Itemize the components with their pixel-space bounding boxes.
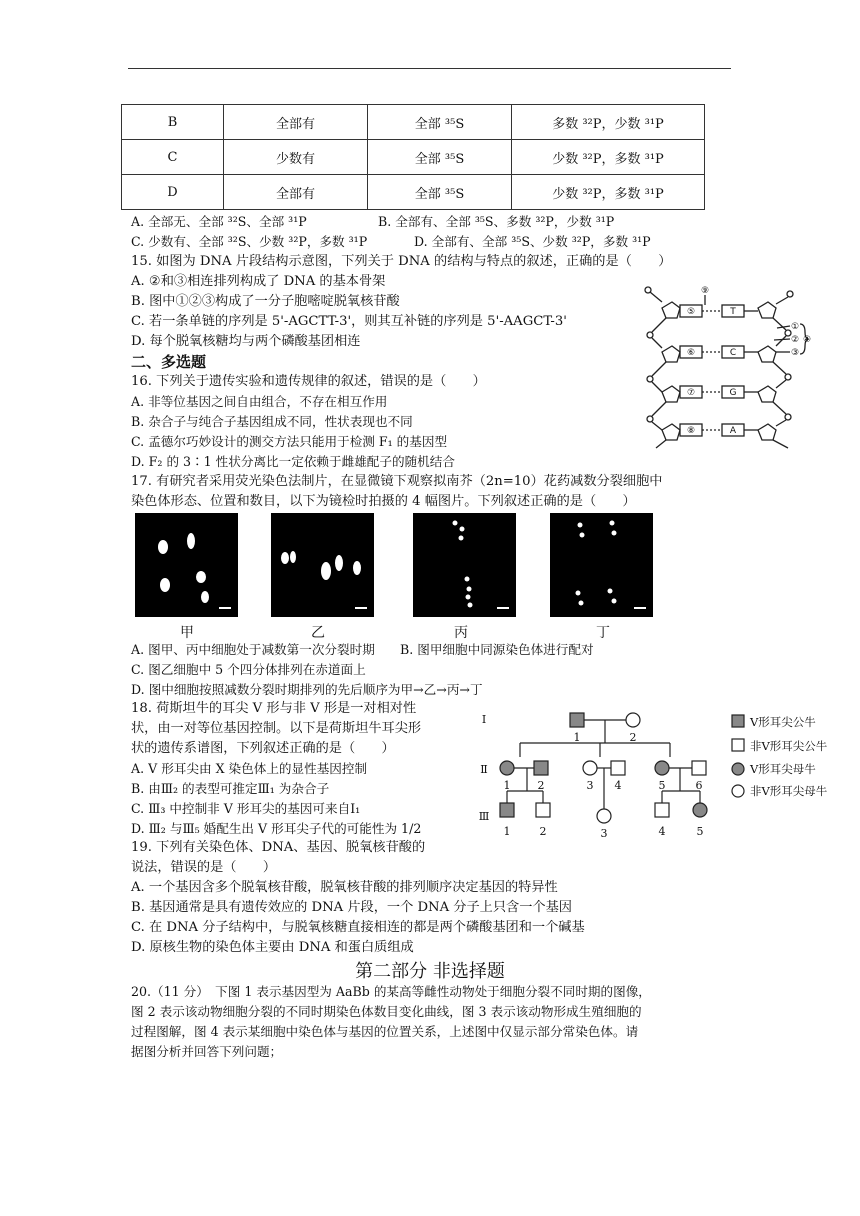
pedigree-num: 2 [629, 731, 637, 744]
legend-label: 非V形耳尖母牛 [750, 784, 828, 798]
q15-option-c: C. 若一条单链的序列是 5'-AGCTT-3'，则其互补链的序列是 5'-AAGCT-3' [131, 314, 567, 329]
q20-line1: 20.（11 分） 下图 1 表示基因型为 AaBb 的某高等雌性动物处于细胞分裂不同时期的图像， [131, 984, 651, 999]
dna-label: ③ [790, 348, 800, 358]
pedigree-chart [470, 705, 855, 840]
table-cell: 多数 ³²P，少数 ³¹P [512, 105, 705, 140]
dna-label: ⑥ [686, 348, 696, 358]
pedigree-num: 1 [503, 779, 511, 792]
header-rule [128, 68, 731, 69]
q19-stem-line2: 说法，错误的是（ ） [131, 860, 277, 875]
q18-option-b: B. 由Ⅲ₂ 的表型可推定Ⅲ₁ 为杂合子 [131, 781, 330, 796]
q20-line2: 图 2 表示该动物细胞分裂的不同时期染色体数目变化曲线，图 3 表示该动物形成生殖细胞的 [131, 1004, 642, 1019]
dna-label: C [729, 348, 737, 358]
dna-label: G [729, 388, 737, 398]
q18-option-a: A. V 形耳尖由 X 染色体上的显性基因控制 [131, 761, 368, 776]
pedigree-num: 3 [586, 779, 594, 792]
micrograph-label: 丙 [454, 625, 468, 641]
q16-option-c: C. 孟德尔巧妙设计的测交方法只能用于检测 F₁ 的基因型 [131, 434, 448, 449]
table-cell: 全部 ³⁵S [368, 175, 512, 210]
q15-stem: 15. 如图为 DNA 片段结构示意图，下列关于 DNA 的结构与特点的叙述，正确的是（ ） [131, 254, 672, 269]
legend-label: 非V形耳尖公牛 [750, 739, 828, 753]
q14-option-d: D. 全部有、全部 ³⁵S、少数 ³²P，多数 ³¹P [414, 234, 651, 249]
pedigree-num: 4 [614, 779, 622, 792]
q19-option-a: A. 一个基因含多个脱氧核苷酸，脱氧核苷酸的排列顺序决定基因的特异性 [131, 880, 558, 895]
q15-option-a: A. ②和③相连排列构成了 DNA 的基本骨架 [131, 274, 386, 289]
q16-option-a: A. 非等位基因之间自由组合，不存在相互作用 [131, 394, 388, 409]
q18-option-d: D. Ⅲ₂ 与Ⅲ₅ 婚配生出 V 形耳尖子代的可能性为 1/2 [131, 821, 422, 836]
q19-stem-line1: 19. 下列有关染色体、DNA、基因、脱氧核苷酸的 [131, 840, 426, 855]
pedigree-num: 5 [696, 825, 704, 838]
dna-structure-diagram [640, 280, 810, 450]
legend-label: V形耳尖公牛 [750, 715, 816, 729]
legend-label: V形耳尖母牛 [750, 762, 816, 776]
section-heading: 二、多选题 [131, 353, 207, 371]
pedigree-num: 5 [658, 779, 666, 792]
micrograph-ding [550, 513, 653, 617]
micrograph-bing [413, 513, 516, 617]
table-row [122, 105, 705, 140]
micrograph-label: 丁 [596, 625, 610, 641]
pedigree-gen-label: Ⅲ [478, 810, 490, 823]
q17-option-c: C. 图乙细胞中 5 个四分体排列在赤道面上 [131, 662, 366, 677]
q15-option-b: B. 图中①②③构成了一分子胞嘧啶脱氧核苷酸 [131, 294, 400, 309]
table-cell: 全部有 [224, 175, 368, 210]
pedigree-num: 1 [503, 825, 511, 838]
pedigree-num: 3 [600, 827, 608, 840]
q17-option-d: D. 图中细胞按照减数分裂时期排列的先后顺序为甲→乙→丙→丁 [131, 682, 483, 697]
table-cell: 少数 ³²P，多数 ³¹P [512, 140, 705, 175]
table-cell: B [122, 105, 224, 140]
dna-label: ⑧ [686, 426, 696, 436]
table-cell: D [122, 175, 224, 210]
q18-stem-line3: 状的遗传系谱图，下列叙述正确的是（ ） [131, 741, 395, 756]
table-row [122, 175, 705, 210]
q18-stem-line1: 18. 荷斯坦牛的耳尖 V 形与非 V 形是一对相对性 [131, 701, 417, 716]
dna-label: T [730, 307, 736, 317]
table-cell: 全部 ³⁵S [368, 140, 512, 175]
q18-option-c: C. Ⅲ₃ 中控制非 V 形耳尖的基因可来自Ⅰ₁ [131, 801, 361, 816]
table-row [122, 140, 705, 175]
q15-option-d: D. 每个脱氧核糖均与两个磷酸基团相连 [131, 334, 361, 349]
micrograph-yi [271, 513, 374, 617]
pedigree-gen-label: Ⅱ [480, 763, 488, 776]
pedigree-num: 4 [658, 825, 666, 838]
dna-label: A [729, 426, 737, 436]
pedigree-num: 6 [695, 779, 703, 792]
q20-line4: 据图分析并回答下列问题； [131, 1044, 283, 1059]
micrograph-label: 甲 [180, 625, 194, 641]
part-heading: 第二部分 非选择题 [355, 961, 505, 982]
q14-option-b: B. 全部有、全部 ³⁵S、多数 ³²P，少数 ³¹P [378, 214, 615, 229]
q14-option-a: A. 全部无、全部 ³²S、全部 ³¹P [131, 214, 307, 229]
answer-table [121, 104, 705, 210]
pedigree-gen-label: Ⅰ [481, 713, 487, 726]
q14-option-c: C. 少数有、全部 ³²S、少数 ³²P，多数 ³¹P [131, 234, 368, 249]
pedigree-num: 2 [537, 779, 545, 792]
q17-stem-line1: 17. 有研究者采用荧光染色法制片，在显微镜下观察拟南芥（2n=10）花药减数分裂细胞中 [131, 474, 663, 489]
table-cell: C [122, 140, 224, 175]
dna-label: ⑦ [686, 388, 696, 398]
q17-option-ab: A. 图甲、丙中细胞处于减数第一次分裂时期 B. 图甲细胞中同源染色体进行配对 [131, 642, 594, 657]
micrograph-label: 乙 [311, 625, 325, 641]
table-cell: 少数 ³²P，多数 ³¹P [512, 175, 705, 210]
dna-label: ⑤ [686, 307, 696, 317]
q19-option-d: D. 原核生物的染色体主要由 DNA 和蛋白质组成 [131, 940, 414, 955]
q16-option-d: D. F₂ 的 3∶1 性状分离比一定依赖于雌雄配子的随机结合 [131, 454, 455, 469]
q20-line3: 过程图解，图 4 表示某细胞中染色体与基因的位置关系，上述图中仅显示部分常染色体。请 [131, 1024, 639, 1039]
q19-option-b: B. 基因通常是具有遗传效应的 DNA 片段，一个 DNA 分子上只含一个基因 [131, 900, 572, 915]
pedigree-num: 1 [573, 731, 581, 744]
micrograph-jia [135, 513, 238, 617]
table-cell: 全部有 [224, 105, 368, 140]
q16-stem: 16. 下列关于遗传实验和遗传规律的叙述，错误的是（ ） [131, 374, 486, 389]
q16-option-b: B. 杂合子与纯合子基因组成不同，性状表现也不同 [131, 414, 413, 429]
dna-label: ① [790, 322, 800, 332]
q19-option-c: C. 在 DNA 分子结构中，与脱氧核糖直接相连的都是两个磷酸基团和一个碱基 [131, 920, 585, 935]
dna-label: ⑨ [700, 286, 710, 296]
table-cell: 少数有 [224, 140, 368, 175]
table-cell: 全部 ³⁵S [368, 105, 512, 140]
dna-label: ② [790, 335, 800, 345]
dna-label: ④ [802, 335, 812, 345]
q18-stem-line2: 状，由一对等位基因控制。以下是荷斯坦牛耳尖形 [131, 721, 422, 736]
pedigree-num: 2 [539, 825, 547, 838]
q17-stem-line2: 染色体形态、位置和数目，以下为镜检时拍摄的 4 幅图片。下列叙述正确的是（ ） [131, 494, 636, 509]
